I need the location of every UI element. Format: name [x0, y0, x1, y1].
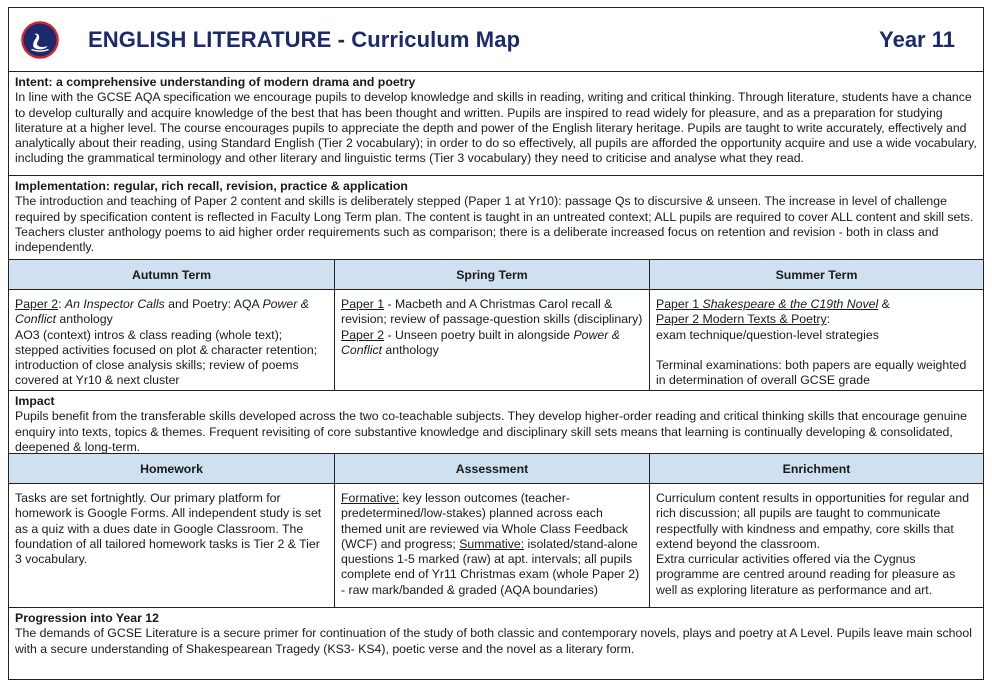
page-header — [9, 8, 983, 72]
summer-text: : — [826, 312, 831, 327]
spring-text: - Unseen poetry built in alongside — [384, 327, 574, 342]
assessment-cell — [335, 484, 650, 607]
assessment-text: isolated/stand-alone questions 1-5 marked (raw) at apt. intervals; all pupils complete end of Yr11 Christmas exam (whole Paper 2) - raw mark/banded & graded (AQA boundaries) — [341, 536, 640, 597]
summer-paper-label: Paper 2 Modern Texts & Poetry — [656, 312, 827, 327]
autumn-text: and Poetry: AQA — [164, 297, 263, 311]
autumn-text: anthology — [56, 312, 113, 327]
homework-header: Homework — [9, 454, 335, 484]
summer-text: exam technique/question-level strategies — [656, 327, 879, 342]
spring-paper-label: Paper 1 — [341, 297, 385, 311]
summer-text: & — [878, 297, 890, 311]
summer-term-cell — [650, 290, 983, 390]
page-title: ENGLISH LITERATURE - Curriculum Map — [88, 27, 521, 52]
progression-heading: Progression into Year 12 — [15, 611, 159, 625]
implementation-section — [9, 176, 983, 260]
activities-table — [9, 454, 983, 608]
year-label: Year 11 — [879, 27, 955, 52]
enrichment-cell — [650, 484, 983, 607]
summer-term-header: Summer Term — [650, 260, 983, 290]
enrichment-text: Extra curricular activities offered via the Cygnus programme are centred around reading for pleasure as well as exploring literature as performance and art. — [656, 552, 956, 597]
autumn-text-title: An Inspector Calls — [64, 297, 165, 311]
spring-text: - Macbeth and A Christmas Carol recall & revision; review of passage-question skills (disciplinary) — [341, 297, 643, 327]
autumn-term-header: Autumn Term — [9, 260, 335, 290]
autumn-text: : — [58, 297, 65, 311]
spring-term-header: Spring Term — [335, 260, 650, 290]
spring-paper-label: Paper 2 — [341, 327, 385, 342]
autumn-text-title: Power & Conflict — [15, 297, 309, 327]
implementation-heading: Implementation: regular, rich recall, revision, practice & application — [15, 179, 408, 193]
homework-cell: Tasks are set fortnightly. Our primary platform for homework is Google Forms. All independent study is set as a quiz with a dues date in Google Classroom. The foundation of all tailored homework tasks is Tier 2 & Tier 3 vocabulary. — [9, 484, 335, 607]
progression-section — [9, 608, 983, 660]
impact-heading: Impact — [15, 394, 55, 408]
enrichment-header: Enrichment — [650, 454, 983, 484]
spacer — [656, 343, 977, 358]
spring-term-cell — [335, 290, 650, 390]
autumn-text: AO3 (context) intros & class reading (whole text); stepped activities focused on plot & character retention; introduction of close analysis skills; review of poems covered at Yr10 & next cluster — [15, 327, 318, 388]
summer-paper-label: Paper 1 — [656, 297, 703, 311]
implementation-body: The introduction and teaching of Paper 2 content and skills is deliberately stepped (Paper 1 at Yr10): passage Qs to discursive & unseen. The increase in level of challenge required by specification content is reflected in Faculty Long Term plan. The content is taught in an untreated context; ALL pupils are required to cover ALL content and skill sets. Teachers cluster anthology poems to aid higher order requirements such as comparison; there is a deliberate increased focus on retention and revision - both in class and independently. — [15, 194, 974, 255]
spring-text-title: Power & Conflict — [341, 327, 620, 357]
progression-body: The demands of GCSE Literature is a secure primer for continuation of the study of both classic and contemporary novels, plays and poetry at A Level. Pupils leave main school with a secure understanding of Shakespearean Tragedy (KS3- KS4), poetic verse and the novel as a literary form. — [15, 626, 972, 656]
intent-body: In line with the GCSE AQA specification we encourage pupils to develop knowledge and skills in reading, writing and critical thinking. Through literature, students have a chance to develop culturally and acquire knowledge of the best that has been thought and written. Pupils are inspired to read widely for pleasure, and as a preparation for studying literature at a higher level. The course encourages pupils to appreciate the depth and power of the English literary heritage. Pupils are taught to write accurately, effectively and analytically about their reading, using Standard English (Tier 2 vocabulary); in order to do so effectively, all pupils are afforded the opportunity acquire and use a wide vocabulary, including the grammatical terminology and other literary and linguistic terms (Tier 3 vocabulary) they need to criticise and analyse what they read. — [15, 90, 977, 166]
impact-body: Pupils benefit from the transferable skills developed across the two co-teachable subjects. They develop higher-order reading and critical thinking skills that encourage genuine enquiry into texts, topics & themes. Frequent revisiting of core substantive knowledge and disciplinary skill sets means that learning is continually developing & consolidated, deepened & long-term. — [15, 409, 967, 454]
summative-label: Summative: — [459, 536, 525, 551]
autumn-paper-label: Paper 2 — [15, 297, 59, 311]
intent-heading: Intent: a comprehensive understanding of modern drama and poetry — [15, 75, 416, 89]
impact-section — [9, 391, 983, 454]
summer-text-title: Shakespeare & the C19th Novel — [702, 297, 879, 311]
curriculum-map-page — [8, 7, 984, 680]
terms-table — [9, 260, 983, 391]
intent-section — [9, 72, 983, 176]
autumn-term-cell — [9, 290, 335, 390]
summer-text: Terminal examinations: both papers are equally weighted in determination of overall GCSE grade — [656, 357, 967, 388]
spring-text: anthology — [382, 342, 439, 357]
formative-label: Formative: — [341, 491, 400, 505]
assessment-header: Assessment — [335, 454, 650, 484]
swan-logo-icon — [21, 21, 59, 59]
assessment-text: key lesson outcomes (teacher-predetermined/low-stakes) planned across each themed unit are reviewed via Whole Class Feedback (WCF) and progress; — [341, 491, 629, 551]
enrichment-text: Curriculum content results in opportunities for regular and rich discussion; all pupils are taught to communicate respectfully with kindness and empathy, core skills that extend beyond the classroom. — [656, 491, 970, 551]
